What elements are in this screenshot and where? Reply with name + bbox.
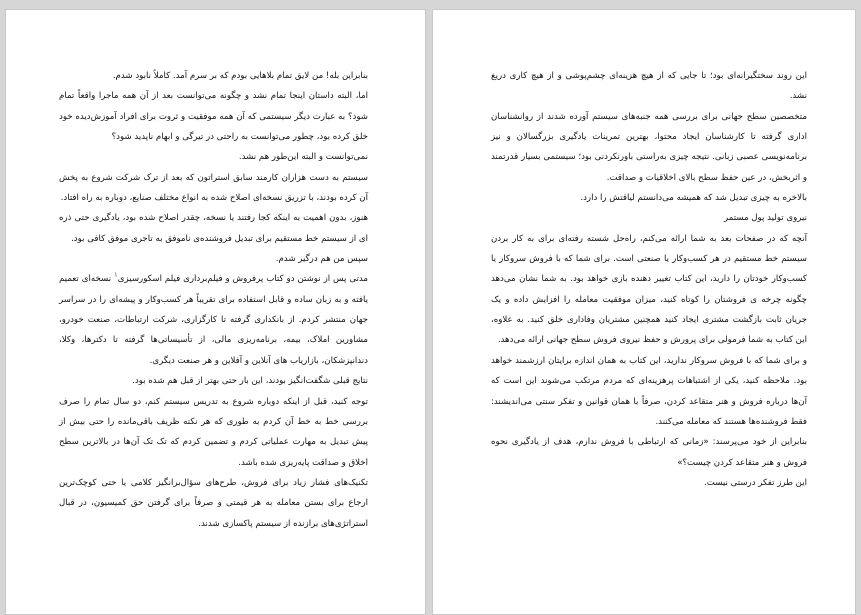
- right-page-text: [491, 66, 807, 493]
- paragraph: نتایج قبلی شگفت‌انگیز بودند، این بار حتی بهتر از قبل هم شده بود.: [132, 376, 368, 387]
- paragraph: آنچه که در صفحات بعد به شما ارائه می‌کنم، راه‌حل شسته رفته‌ای برای به کار بردن سیستم خط مستقیم در هر کسب‌وکار یا صنعتی است. برای شما که با فروش سروکار یا کسب‌وکار خودتان را دارید، این کتاب تغییر دهنده بازی خواهد بود. به شما نشان می‌دهد چگونه چرخه ی فروشتان را کوتاه کنید، میزان موفقیت معامله را افزایش داده و یک جریان ثابت بازگشت مشتری ایجاد کنید همچنین مشتریان وفاداری خلق کنید. به علاوه، این کتاب به شما فرمولی برای پرورش و حفظ نیروی فروش سطح جهانی ارائه می‌دهد.: [491, 233, 807, 346]
- paragraph: اما، البته داستان اینجا تمام نشد و چگونه می‌توانست بعد از آن همه ماجرا واقعاً تمام شود؟ به عبارت دیگر سیستمی که آن همه موفقیت و ثروت برای افراد آموزش‌دیده خود خلق کرده بود، چطور می‌توانست به راحتی در تیرگی و ابهام ناپدید شود؟: [59, 91, 368, 143]
- section-heading: نیروی تولید پول مستمر: [723, 213, 807, 224]
- paragraph: هنوز، بدون اهمیت به اینکه کجا رفتند یا نسخه، چقدر اصلاح شده بود، یادگیری حتی ذره ای از سیستم خط مستقیم برای تبدیل فروشنده‌ی ناموفق به تاجری موفق کافی بود.: [59, 213, 368, 244]
- paragraph: تکنیک‌های فشار زیاد برای فروش، طرح‌های سؤال‌برانگیز کلامی یا حتی کوچک‌ترین ارجاع برای بستن معامله به هر قیمتی و صرفاً برای گرفتن حق کمیسیون، در قبال استراتژی‌های برازنده از سیستم پاکسازی شدند.: [59, 477, 368, 529]
- left-page: [5, 9, 426, 615]
- paragraph-text: مدتی پس از نوشتن دو کتاب پرفروش و فیلم‌برداری فیلم اسکورسیزی: [117, 274, 369, 285]
- right-page: [432, 9, 856, 615]
- paragraph: سیستم به دست هزاران کارمند سابق استراتون که بعد از ترک شرکت شروع به پخش آن کرده بودند، با تزریق نسخه‌ای اصلاح شده به انواع مختلف صنایع، دوباره به راه افتاد.: [59, 172, 368, 204]
- paragraph: سپس من هم درگیر شدم.: [275, 254, 368, 265]
- paragraph: توجه کنید، قبل از اینکه دوباره شروع به تدریس سیستم کنم، دو سال تمام را صرف بررسی خط به خط آن کردم به طوری که هر نکته ظریف باقی‌مانده را حتی بیش از پیش تبدیل به مهارت عملیاتی کردم و تضمین کردم که تک تک آن‌ها در بالاترین سطح اخلاق و صداقت پایه‌ریزی شده باشد.: [59, 396, 368, 468]
- paragraph: متخصصین سطح جهانی برای بررسی همه جنبه‌های سیستم آورده شدند از روانشناسان اداری گرفته تا کارشناسان ایجاد محتوا، بهترین تمرینات یادگیری بزرگسالان و نیز برنامه‌نویسی عصبی زبانی. نتیجه چیزی به‌راستی باورنکردنی بود؛ سیستمی بسیار قدرتمند و اثربخش، در عین حفظ سطح بالای اخلاقیات و صداقت.: [491, 111, 807, 183]
- left-page-text: [59, 66, 368, 534]
- paragraph-with-footnote: [59, 269, 368, 371]
- paragraph: نمی‌توانست و البته این‌طور هم نشد.: [238, 152, 368, 163]
- paragraph-text-continued: نسخه‌ای تعمیم یافته و به زبان ساده و قابل استفاده برای تقریباً هر کسب‌وکار و پیشه‌ای را در سراسر جهان منتشر کردم. از بانکداری گرفته تا کارگزاری، شرکت ارتباطات، صنعت خودرو، مشاورین املاک، بیمه، برنامه‌ریزی مالی، از تأسیساتی‌ها گرفته تا دکترها، وکلا، دندانپزشکان، بازاریاب های آنلاین و آفلاین و هر صنعت دیگری.: [59, 274, 368, 366]
- paragraph: این طرز تفکر درستی نیست.: [704, 477, 807, 488]
- paragraph: و برای شما که با فروش سروکار ندارید، این کتاب به همان اندازه برایتان ارزشمند خواهد بود. ملاحظه کنید، یکی از اشتباهات پرهزینه‌ای که مردم مرتکب می‌شوند این است که آن‌ها درباره فروش و هنر متقاعد کردن، صرفاً با همان قوانین و تفکر سنتی می‌اندیشند: فقط فروشنده‌ها هستند که معامله می‌کنند.: [491, 355, 807, 427]
- paragraph: بنابراین از خود می‌پرسند: «زمانی که ارتباطی با فروش ندارم، هدف از یادگیری نحوه فروش و هنر متقاعد کردن چیست؟»: [491, 437, 807, 468]
- paragraph: این روند سختگیرانه‌ای بود؛ تا جایی که از هیچ هزینه‌ای چشم‌پوشی و از هیچ کاری دریغ نشد.: [491, 71, 807, 102]
- paragraph: بالاخره به چیزی تبدیل شد که همیشه می‌دانستم لیاقتش را دارد.: [580, 193, 807, 204]
- paragraph: بنابراین بله! من لایق تمام بلاهایی بودم که بر سرم آمد. کاملاً نابود شدم.: [112, 71, 368, 81]
- footnote-marker[interactable]: ۱: [114, 271, 118, 280]
